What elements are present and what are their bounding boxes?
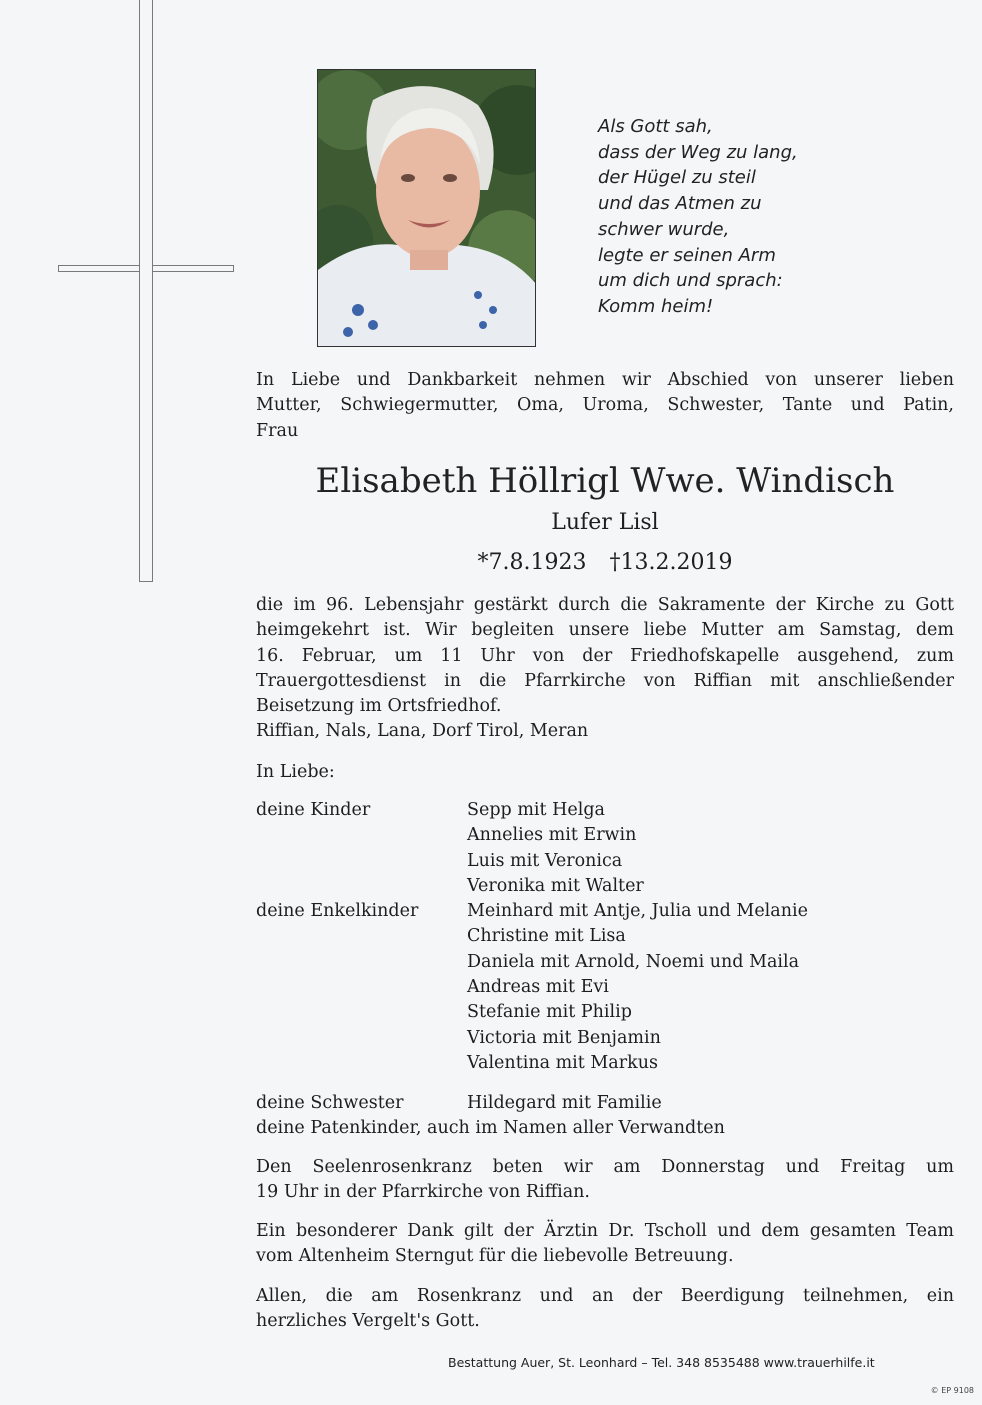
schwester-label: deine Schwester bbox=[256, 1093, 404, 1113]
family-list bbox=[256, 798, 954, 1076]
portrait-photo bbox=[317, 69, 536, 347]
list-item: Annelies mit Erwin bbox=[467, 825, 637, 846]
list-item: Luis mit Veronica bbox=[467, 850, 623, 871]
list-item: Christine mit Lisa bbox=[467, 926, 626, 947]
life-dates bbox=[256, 548, 954, 578]
list-item: Stefanie mit Philip bbox=[467, 1002, 632, 1023]
list-item: Daniela mit Arnold, Noemi und Maila bbox=[467, 951, 800, 972]
cross-arm-right bbox=[152, 265, 234, 272]
cross-arm-left bbox=[58, 265, 140, 272]
paten-line: deine Patenkinder, auch im Namen aller Verwandten bbox=[256, 1118, 725, 1139]
list-item: Meinhard mit Antje, Julia und Melanie bbox=[467, 901, 808, 922]
list-item: Andreas mit Evi bbox=[467, 977, 609, 998]
in-liebe-label: In Liebe: bbox=[256, 762, 335, 782]
announcement-text: die im 96. Lebensjahr gestärkt durch die Sakramente der Kirche zu Gott heimgekehrt ist. Wir begleiten unsere liebe Mutter am Samstag, dem 16. Februar, um 11 Uhr von der Friedhofskapelle ausgehend, zum Trauergottesdienst in die Pfarrkirche von Riffian mit anschließender Beisetzung im Ortsfriedhof. Riffian, Nals, Lana, Dorf Tirol, Meran bbox=[256, 593, 954, 745]
poem-line: Komm heim! bbox=[598, 295, 714, 317]
poem bbox=[598, 114, 858, 320]
deceased-nickname: Lufer Lisl bbox=[551, 510, 659, 535]
closing-text: Allen, die am Rosenkranz und an der Beerdigung teilnehmen, ein herzliches Vergelt's Gott. bbox=[256, 1286, 954, 1332]
list-item: Sepp mit Helga bbox=[467, 800, 605, 820]
list-item: Victoria mit Benjamin bbox=[467, 1027, 661, 1048]
list-item: Veronika mit Walter bbox=[467, 875, 644, 896]
deceased-name: Elisabeth Höllrigl Wwe. Windisch bbox=[315, 461, 895, 501]
family-list-2 bbox=[256, 1091, 954, 1142]
funeral-home-footer: Bestattung Auer, St. Leonhard – Tel. 348 8535488 www.trauerhilfe.it bbox=[448, 1355, 875, 1370]
enkel-label: deine Enkelkinder bbox=[256, 901, 419, 922]
poem-line: dass der Weg zu lang, bbox=[598, 141, 798, 163]
poem-line: legte er seinen Arm bbox=[598, 244, 776, 266]
poem-line: Als Gott sah, bbox=[598, 116, 713, 137]
poem-line: der Hügel zu steil bbox=[598, 167, 756, 189]
poem-line: schwer wurde, bbox=[598, 218, 730, 240]
cross-icon bbox=[139, 0, 153, 582]
list-item: Valentina mit Markus bbox=[467, 1052, 658, 1073]
places: Riffian, Nals, Lana, Dorf Tirol, Meran bbox=[256, 721, 589, 742]
birth-date: *7.8.1923 bbox=[477, 550, 587, 575]
list-item: Hildegard mit Familie bbox=[467, 1093, 662, 1113]
intro-text: In Liebe und Dankbarkeit nehmen wir Abschied von unserer lieben Mutter, Schwiegermutter, Oma, Uroma, Schwester, Tante und Patin, Frau bbox=[256, 370, 954, 441]
rosary-text: Den Seelenrosenkranz beten wir am Donnerstag und Freitag um 19 Uhr in der Pfarrkirche von Riffian. bbox=[256, 1157, 954, 1203]
document-code: © EP 9108 bbox=[930, 1386, 974, 1395]
poem-line: und das Atmen zu bbox=[598, 193, 762, 215]
poem-line: um dich und sprach: bbox=[598, 270, 783, 292]
death-date: †13.2.2019 bbox=[609, 550, 733, 575]
thanks-text: Ein besonderer Dank gilt der Ärztin Dr. Tscholl und dem gesamten Team vom Altenheim Sterngut für die liebevolle Betreuung. bbox=[256, 1221, 954, 1267]
kinder-label: deine Kinder bbox=[256, 800, 371, 820]
